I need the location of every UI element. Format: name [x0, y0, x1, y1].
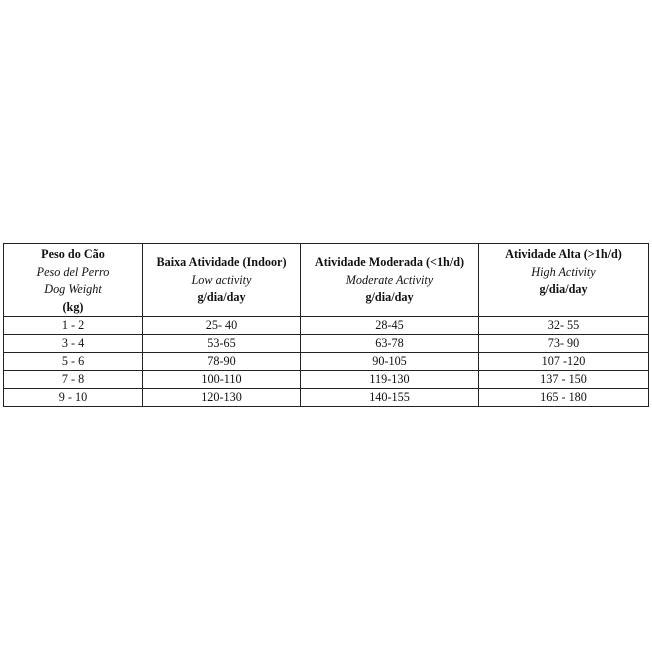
cell-moderate: 28-45: [301, 317, 479, 335]
table-header: [4, 244, 649, 317]
header-low-activity: [143, 244, 301, 317]
cell-weight: 7 - 8: [4, 371, 143, 389]
header-weight-unit: (kg): [62, 299, 84, 314]
header-high-pt: Atividade Alta (>1h/d): [505, 247, 622, 261]
cell-weight: 3 - 4: [4, 335, 143, 353]
header-high-en: High Activity: [531, 264, 596, 279]
feeding-guide-table: [3, 243, 649, 407]
table-row: [4, 317, 649, 335]
header-low-pt: Baixa Atividade (Indoor): [156, 255, 287, 269]
cell-moderate: 140-155: [301, 389, 479, 407]
cell-high: 32- 55: [479, 317, 649, 335]
cell-low: 25- 40: [143, 317, 301, 335]
header-low-unit: g/dia/day: [197, 290, 246, 304]
header-weight-en: Dog Weight: [44, 282, 102, 296]
header-high-activity: [479, 244, 649, 317]
cell-moderate: 63-78: [301, 335, 479, 353]
cell-moderate: 119-130: [301, 371, 479, 389]
header-moderate-unit: g/dia/day: [365, 290, 414, 304]
cell-high: 107 -120: [479, 353, 649, 371]
table-row: [4, 389, 649, 407]
table-row: [4, 335, 649, 353]
header-moderate-activity: [301, 244, 479, 317]
cell-high: 73- 90: [479, 335, 649, 353]
cell-high: 165 - 180: [479, 389, 649, 407]
header-high-unit: g/dia/day: [539, 282, 588, 296]
cell-weight: 1 - 2: [4, 317, 143, 335]
cell-high: 137 - 150: [479, 371, 649, 389]
table-row: [4, 353, 649, 371]
header-low-en: Low activity: [191, 272, 252, 287]
header-moderate-en: Moderate Activity: [345, 272, 434, 287]
cell-low: 120-130: [143, 389, 301, 407]
header-weight-es: Peso del Perro: [36, 264, 110, 279]
cell-low: 53-65: [143, 335, 301, 353]
header-weight-pt: Peso do Cão: [41, 247, 105, 261]
cell-weight: 5 - 6: [4, 353, 143, 371]
header-row: [4, 244, 649, 317]
table-row: [4, 371, 649, 389]
cell-low: 78-90: [143, 353, 301, 371]
table-body: [4, 317, 649, 407]
cell-weight: 9 - 10: [4, 389, 143, 407]
cell-low: 100-110: [143, 371, 301, 389]
header-dog-weight: [4, 244, 143, 317]
header-moderate-pt: Atividade Moderada (<1h/d): [314, 255, 465, 269]
cell-moderate: 90-105: [301, 353, 479, 371]
